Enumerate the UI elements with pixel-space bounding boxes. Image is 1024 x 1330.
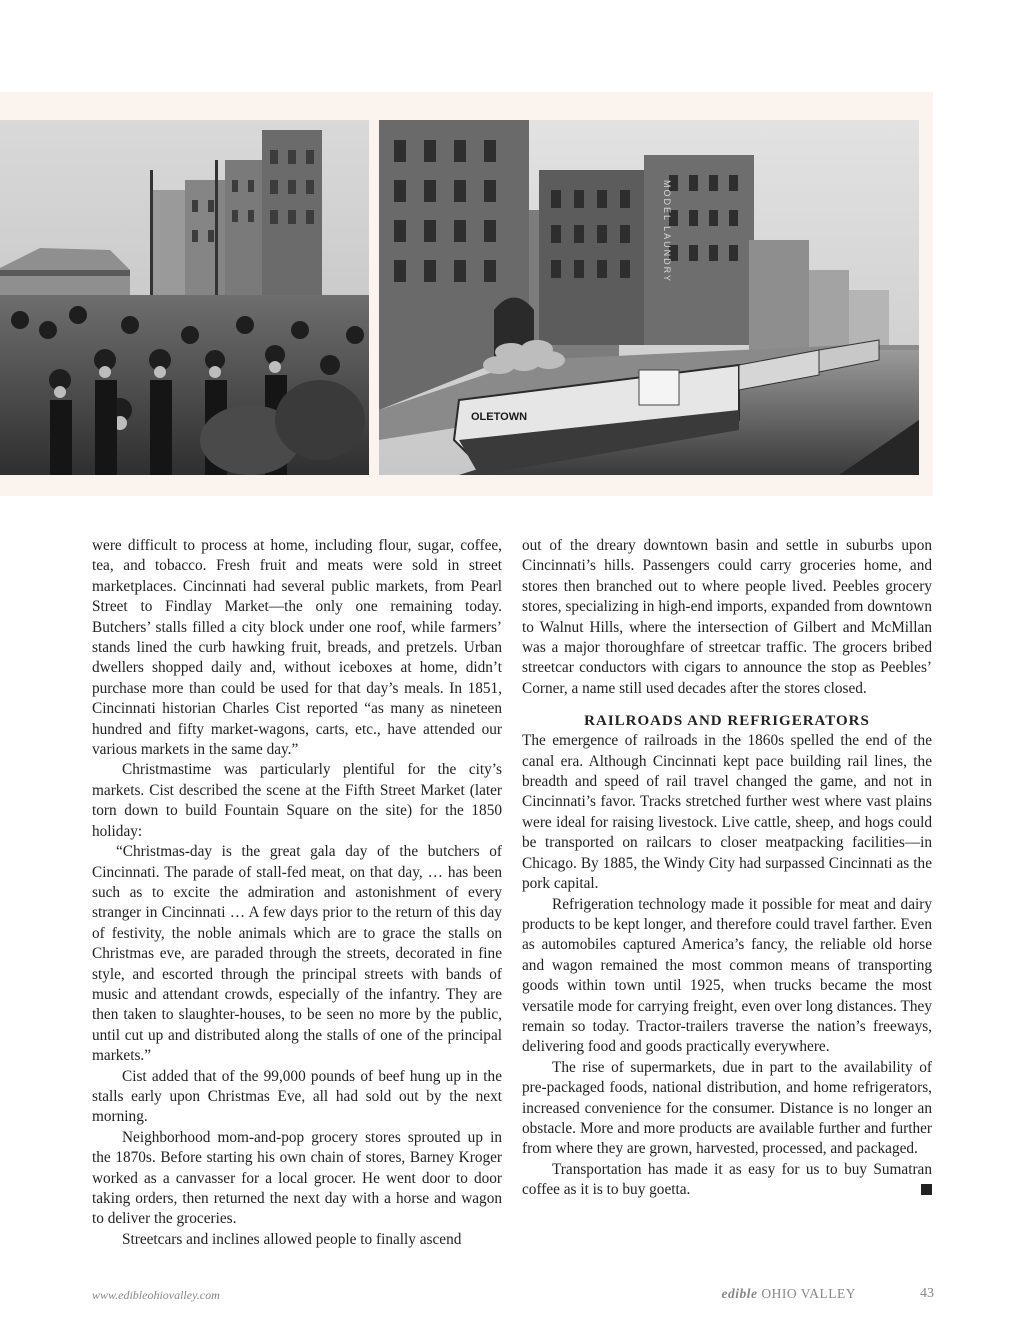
paragraph: were difficult to process at home, including flour, sugar, coffee, tea, and tobacco. Fresh fruit and meats were sold in street marketplaces. Cincinnati had several public markets, from Pearl Street to Findlay Market—the only one remaining today. Butchers’ stalls filled a city block under one roof, while farmers’ stands lined the curb hawking fruit, breads, and pretzels. Urban dwellers shopped daily and, without iceboxes at home, didn’t purchase more than could be used for that day’s meals. In 1851, Cincinnati historian Charles Cist reported “as many as nineteen hundred and fifty market-wagons, carts, etc., have attended our various markets in the same day.” (92, 537, 502, 759)
paragraph: Neighborhood mom-and-pop grocery stores sprouted up in the 1870s. Before starting his own chain of stores, Barney Kroger worked as a canvasser for a local grocer. He went door to door taking orders, then returned the next day with a horse and wagon to deliver the groceries. (92, 1128, 502, 1228)
paragraph-final (522, 1160, 932, 1201)
block-quote: “Christmas-day is the great gala day of the butchers of Cincinnati. The parade of stall-fed meat, on that day, … has been such as to excite the admiration and astonishment of every stranger in Cincinnati … A few days prior to the return of this day of festivity, the noble animals which are to grace the stalls on Christmas eve, are paraded through the streets, decorated in fine style, and escorted through the principal streets with bands of music and attendant crowds, especially of the infantry. They are then taken to slaughter-houses, to be seen no more by the public, until cut up and distributed along the stalls of one of the principal markets.” (92, 843, 502, 1065)
paragraph-final-text: Transportation has made it as easy for us to buy Sumatran coffee as it is to buy goetta. (522, 1160, 932, 1199)
page-footer (92, 1286, 934, 1306)
market-crowd-photo (0, 120, 369, 475)
footer-url[interactable]: www.edibleohiovalley.com (92, 1288, 220, 1302)
brand-region: OHIO VALLEY (761, 1286, 856, 1301)
paragraph: Cist added that of the 99,000 pounds of beef hung up in the stalls early upon Christmas Eve, all had sold out by the next morning. (92, 1067, 502, 1126)
paragraph: Refrigeration technology made it possible for meat and dairy products to be kept longer, and therefore could travel farther. Even as automobiles captured America’s fancy, the reliable old horse and wagon remained the most common means of transporting goods within town until 1925, when trucks became the most versatile mode for carrying freight, even over long distances. They remain so today. Tractor-trailers traverse the nation’s freeways, delivering food and goods practically everywhere. (522, 895, 932, 1056)
paragraph: out of the dreary downtown basin and settle in suburbs upon Cincinnati’s hills. Passengers could carry groceries home, and stores then branched out to where people lived. Peebles grocery stores, specializing in high-end imports, expanded from downtown to Walnut Hills, where the intersection of Gilbert and McMillan was a major thoroughfare of streetcar traffic. The grocers bribed streetcar conductors with cigars to announce the stop as Peebles’ Corner, a name still used decades after the stores closed. (522, 537, 932, 697)
article-column-right (522, 536, 932, 1201)
building-sign: MODEL LAUNDRY (662, 180, 672, 284)
footer-brand (722, 1286, 857, 1302)
paragraph: Christmastime was particularly plentiful for the city’s markets. Cist described the scene at the Fifth Street Market (later torn down to build Fountain Square on the site) for the 1850 holiday: (92, 761, 502, 840)
end-of-article-mark (921, 1184, 932, 1195)
paragraph: The emergence of railroads in the 1860s spelled the end of the canal era. Although Cincinnati kept pace building rail lines, the breadth and speed of rail travel changed the game, and not in Cincinnati’s favor. Tracks stretched further west where vast plains were ideal for raising livestock. Live cattle, sheep, and hogs could be transported on railcars to closer meatpacking facilities—in Chicago. By 1885, the Windy City had surpassed Cincinnati as the pork capital. (522, 732, 932, 893)
paragraph: Streetcars and inclines allowed people to finally ascend (122, 1230, 462, 1248)
boat-name: OLETOWN (471, 411, 528, 423)
canal-boat-photo (379, 120, 919, 475)
page-number: 43 (920, 1286, 934, 1301)
brand-edible: edible (721, 1286, 758, 1301)
article-column-left (92, 536, 502, 1250)
paragraph: The rise of supermarkets, due in part to the availability of pre-packaged foods, national distribution, and home refrigerators, increased convenience for the consumer. Distance is no longer an obstacle. More and more products are available further and further from where they are grown, harvested, processed, and packaged. (522, 1058, 932, 1158)
section-heading: RAILROADS AND REFRIGERATORS (584, 713, 870, 730)
